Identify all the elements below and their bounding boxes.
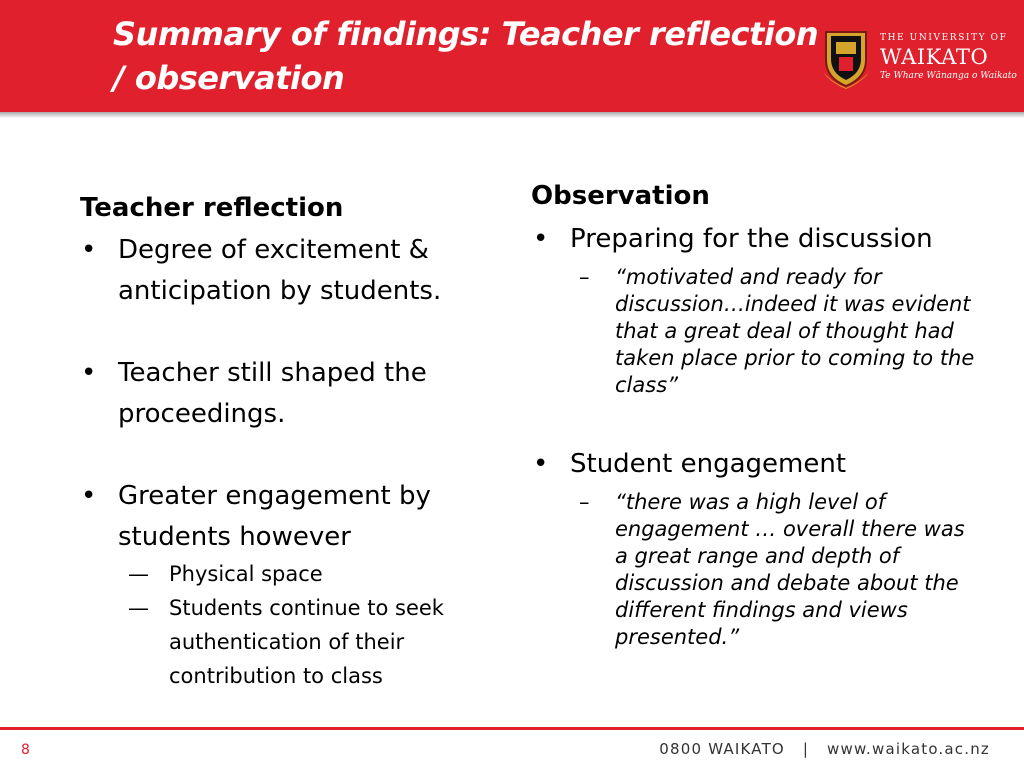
left-heading: Teacher reflection: [80, 193, 344, 223]
slide-title-line1: Summary of findings: Teacher reflection: [113, 15, 819, 53]
right-quote-2: [579, 489, 975, 651]
right-quote-1-text: “motivated and ready for discussion…indeed it was evident that a great deal of thought had taken place prior to coming to the class”: [615, 265, 975, 397]
bullet-icon: •: [81, 235, 97, 265]
left-bullet-3: [81, 476, 488, 558]
university-logo: [822, 26, 1017, 90]
left-bullet-3-text: Greater engagement by students however: [118, 481, 431, 552]
bullet-icon: •: [533, 449, 549, 479]
left-bullet-1-text: Degree of excitement & anticipation by students.: [118, 235, 442, 306]
left-bullet-2: [81, 353, 488, 435]
crest-icon: [822, 26, 870, 90]
right-bullet-1-text: Preparing for the discussion: [570, 224, 933, 254]
left-sub-1-text: Physical space: [169, 562, 323, 586]
right-quote-2-text: “there was a high level of engagement … overall there was a great range and depth of discussion and debate about the different findings and views presented.”: [615, 490, 965, 649]
bullet-icon: •: [81, 481, 97, 511]
slide-title: [113, 12, 819, 100]
dash-icon: –: [579, 490, 590, 514]
left-sub-1: [128, 557, 479, 591]
bullet-icon: •: [533, 224, 549, 254]
dash-icon: —: [128, 562, 149, 586]
page-number: 8: [21, 742, 30, 758]
slide-title-line2: / observation: [113, 59, 345, 97]
dash-icon: —: [128, 596, 149, 620]
left-bullet-1: [81, 230, 488, 312]
header-shadow: [0, 112, 1024, 118]
dash-icon: –: [579, 265, 590, 289]
left-bullet-2-text: Teacher still shaped the proceedings.: [118, 358, 427, 429]
bullet-icon: •: [81, 358, 97, 388]
right-bullet-1: [533, 219, 990, 260]
logo-line2: WAIKATO: [880, 45, 989, 69]
footer-contact: 0800 WAIKATO | www.waikato.ac.nz: [659, 740, 990, 758]
logo-line3: Te Whare Wānanga o Waikato: [880, 71, 1017, 81]
footer-rule: [0, 727, 1024, 730]
right-quote-1: [579, 264, 975, 399]
logo-line1: THE UNIVERSITY OF: [880, 33, 1008, 43]
right-heading: Observation: [531, 181, 710, 211]
left-sub-2-text: Students continue to seek authentication of their contribution to class: [169, 596, 444, 688]
left-sub-2: [128, 591, 479, 693]
right-bullet-2: [533, 444, 990, 485]
right-bullet-2-text: Student engagement: [570, 449, 847, 479]
